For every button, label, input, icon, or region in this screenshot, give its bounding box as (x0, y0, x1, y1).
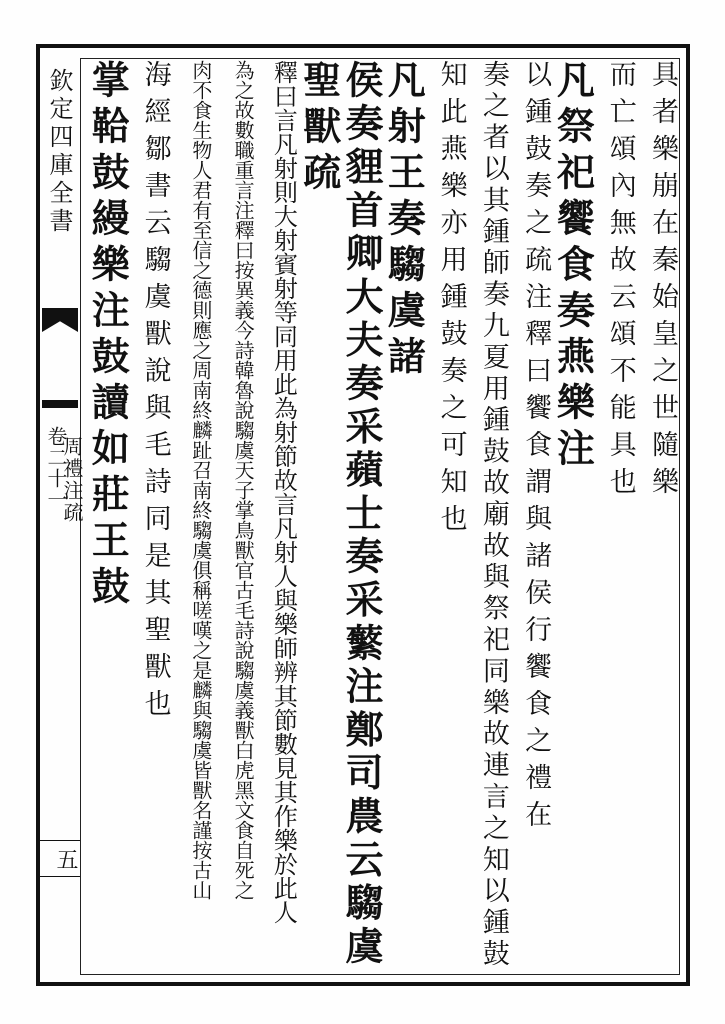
fish-tail-bar (42, 400, 78, 408)
margin-title: 欽定四庫全書 (45, 68, 73, 236)
text-column: 釋曰言凡射則大射賓射等同用此為射節故言凡射人與樂師辨其節數見其作樂於此人 (269, 60, 298, 924)
text-column: 以鍾鼓奏之疏注釋曰饗食謂與諸侯行饗食之禮在 (520, 60, 552, 837)
text-column: 具者樂崩在秦始皇之世隨樂 (646, 60, 678, 504)
margin-rule-bottom (40, 876, 80, 877)
margin-column (40, 50, 84, 980)
text-column: 肉不食生物人君有至信之德則應之周南終麟趾召南終騶虞俱稱嗟嘆之是麟與騶虞皆獸名謹按古山 (188, 60, 213, 900)
margin-book-title: 周禮注疏 (60, 436, 84, 524)
text-column: 侯奏貍首卿大夫奏采蘋士奏采蘩注鄭司農云騶虞 (338, 60, 384, 970)
text-column: 為之故數職重言注釋曰按異義今詩韓魯說騶虞天子掌鳥獸官古毛詩說騶虞義獸白虎黑文食自死之 (231, 60, 256, 900)
margin-rule-top (40, 840, 80, 841)
text-column: 知此燕樂亦用鍾鼓奏之可知也 (435, 60, 467, 541)
text-column: 聖獸疏 (296, 60, 342, 198)
text-column: 掌鞈鼓縵樂注鼓讀如莊王鼓 (85, 60, 131, 612)
text-column: 凡祭祀饗食奏燕樂注 (550, 60, 596, 474)
text-column: 海經鄒書云騶虞獸說與毛詩同是其聖獸也 (139, 60, 171, 726)
text-column: 奏之者以其鍾師奏九夏用鍾鼓故廟故與祭祀同樂故連言之知以鍾鼓 (477, 60, 509, 971)
text-column: 凡射王奏騶虞諸 (381, 60, 427, 382)
text-column: 而亡頌內無故云頌不能具也 (604, 60, 636, 504)
fish-tail-ornament (42, 308, 78, 332)
margin-juan: 卷二十一 (44, 426, 68, 510)
margin-page-number: 五 (53, 848, 78, 874)
